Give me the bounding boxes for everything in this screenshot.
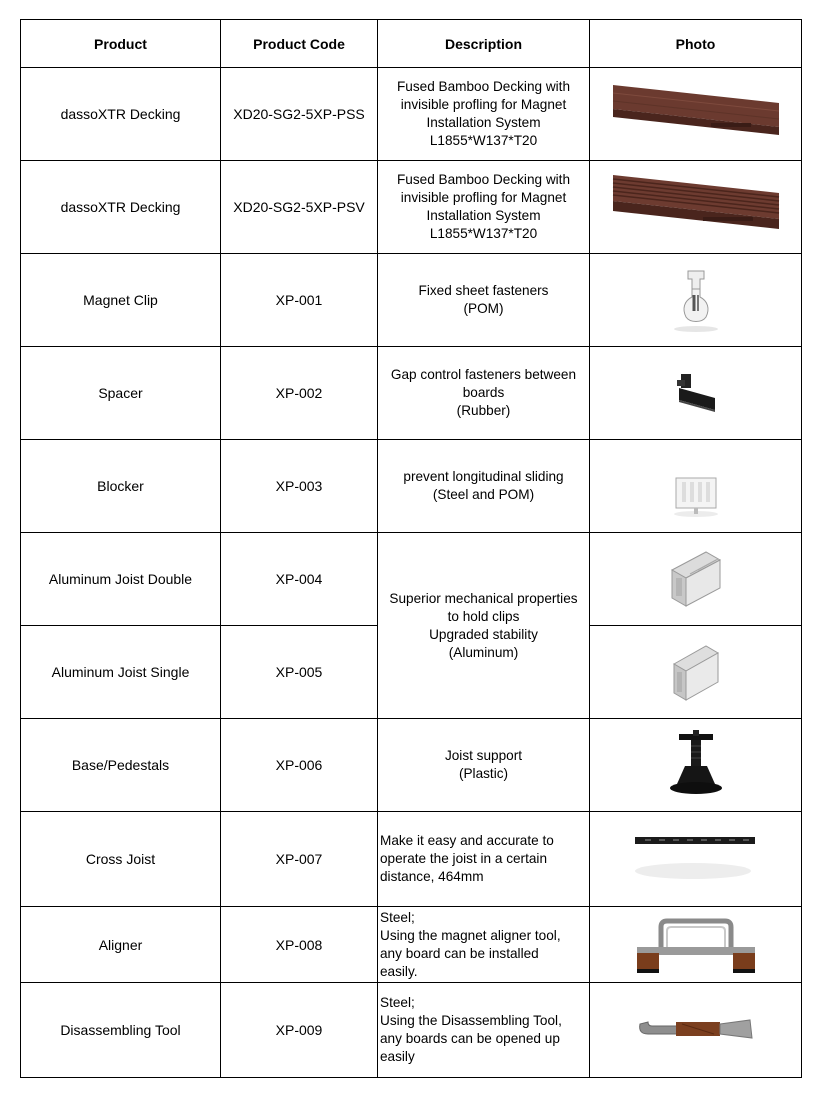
product-description: prevent longitudinal sliding (Steel and POM) [378,440,590,533]
table-row [21,533,802,626]
product-name: Blocker [21,440,221,533]
magnet-clip-image [666,267,726,333]
product-code: XP-003 [221,440,378,533]
table-header-row [21,20,802,68]
product-description: Steel; Using the Disassembling Tool, any boards can be opened up easily [378,983,590,1078]
spacer-image [671,370,721,416]
aligner-tool-image [631,915,761,975]
table-row [21,254,802,347]
product-photo [590,161,802,254]
product-name: dassoXTR Decking [21,68,221,161]
product-description: Fused Bamboo Decking with invisible profling for Magnet Installation System L1855*W137*T20 [378,161,590,254]
product-name: Magnet Clip [21,254,221,347]
table-row [21,347,802,440]
product-table [20,19,802,1078]
product-description: Gap control fasteners between boards (Rubber) [378,347,590,440]
product-photo [590,254,802,347]
product-description: Fused Bamboo Decking with invisible profling for Magnet Installation System L1855*W137*T20 [378,68,590,161]
table-row [21,161,802,254]
product-description: Joist support (Plastic) [378,719,590,812]
table-row [21,907,802,983]
table-row [21,812,802,907]
product-photo [590,812,802,907]
product-photo [590,907,802,983]
product-name: Disassembling Tool [21,983,221,1078]
table-row [21,983,802,1078]
product-photo [590,626,802,719]
table-row [21,719,802,812]
product-name: Aligner [21,907,221,983]
aluminum-joist-double-image [666,548,726,610]
product-code: XP-006 [221,719,378,812]
product-photo [590,719,802,812]
product-name: Spacer [21,347,221,440]
product-name: Aluminum Joist Single [21,626,221,719]
table-row [21,68,802,161]
product-description: Make it easy and accurate to operate the joist in a certain distance, 464mm [378,812,590,907]
product-photo [590,440,802,533]
header-photo: Photo [590,20,802,68]
product-description: Steel; Using the magnet aligner tool, any board can be installed easily. [378,907,590,983]
product-photo [590,347,802,440]
table-row [21,440,802,533]
product-description: Fixed sheet fasteners (POM) [378,254,590,347]
product-code: XP-009 [221,983,378,1078]
aluminum-joist-single-image [668,640,724,704]
product-code: XD20-SG2-5XP-PSV [221,161,378,254]
product-photo [590,983,802,1078]
header-product: Product [21,20,221,68]
product-code: XP-005 [221,626,378,719]
product-code: XP-001 [221,254,378,347]
product-photo [590,533,802,626]
product-name: Base/Pedestals [21,719,221,812]
decking-board-grooved-image [611,171,781,243]
product-code: XP-007 [221,812,378,907]
product-photo [590,68,802,161]
pedestal-image [661,730,731,800]
header-description: Description [378,20,590,68]
product-name: Cross Joist [21,812,221,907]
cross-joist-image [631,829,761,889]
product-code: XP-002 [221,347,378,440]
header-product-code: Product Code [221,20,378,68]
decking-board-smooth-image [611,79,781,149]
disassembling-tool-image [636,1010,756,1050]
blocker-image [668,470,724,520]
product-code: XP-004 [221,533,378,626]
product-code: XP-008 [221,907,378,983]
product-name: dassoXTR Decking [21,161,221,254]
product-name: Aluminum Joist Double [21,533,221,626]
product-code: XD20-SG2-5XP-PSS [221,68,378,161]
product-description: Superior mechanical properties to hold clips Upgraded stability (Aluminum) [378,533,590,719]
